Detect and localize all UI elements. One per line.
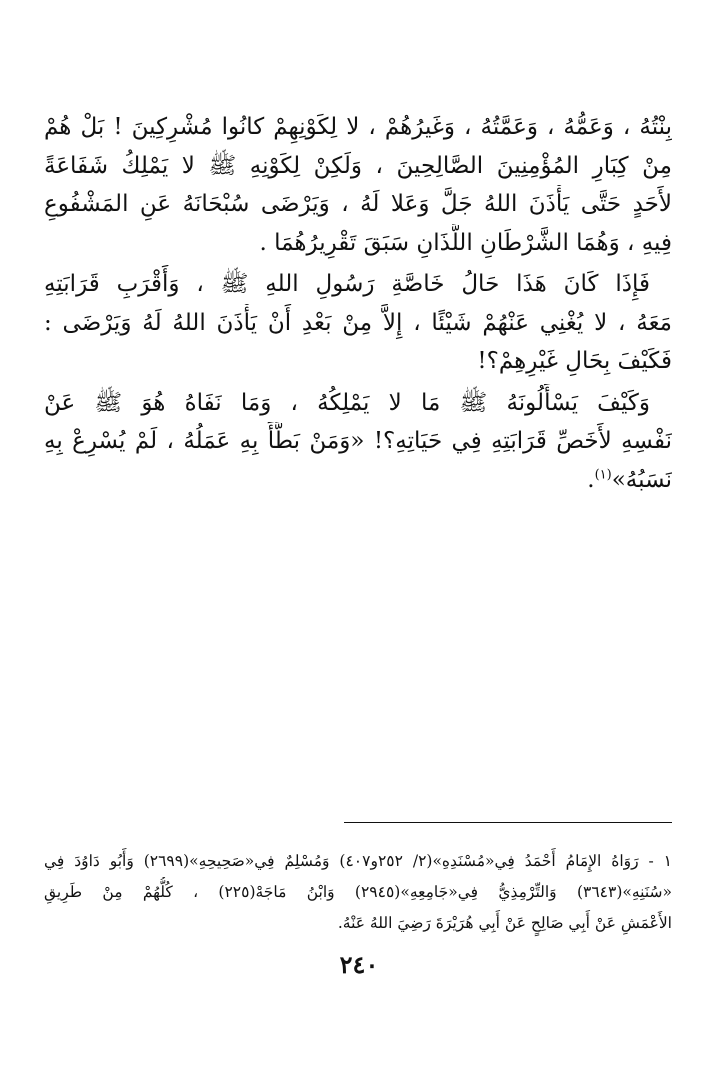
text-line: نَسَبُهُ» — [611, 466, 672, 493]
paragraph-1 — [44, 108, 672, 262]
text-line: فِيهِ ، وَهُمَا الشَّرْطَانِ اللَّذَانِ سَبَقَ تَقْرِيرُهُمَا . — [259, 229, 672, 256]
text-line: فَكَيْفَ بِحَالِ غَيْرِهِمْ؟! — [477, 348, 672, 374]
footnote-reference[interactable]: (١) — [594, 466, 612, 482]
footnote-line: الأَعْمَشِ عَنْ أَبِي صَالِحٍ عَنْ أَبِي هُرَيْرَةَ رَضِيَ اللهُ عَنْهُ. — [337, 914, 672, 932]
main-text — [44, 108, 672, 499]
footnote-line: «سُنَنِهِ»(٣٦٤٣) وَالتِّرْمِذِيُّ فِي«جَامِعِهِ»(٢٩٤٥) وَابْنُ مَاجَهْ(٢٢٥) ، كُلُّهُمْ مِنْ طَرِيقِ — [44, 883, 672, 901]
text-line-with-reference: نَسَبُهُ»$^{(١)}$. — [587, 466, 672, 493]
text-line: نَفْسِهِ لأَخَصِّ قَرَابَتِهِ فِي حَيَاتِهِ؟! «وَمَنْ بَطَّأَ بِهِ عَمَلُهُ ، لَمْ يُسْرِعْ بِهِ — [44, 428, 672, 454]
footnote — [44, 846, 672, 939]
text-line: فَإِذَا كَانَ هَذَا حَالُ خَاصَّةِ رَسُولِ اللهِ ﷺ ، وَأَقْرَبِ قَرَابَتِهِ — [44, 271, 650, 297]
paragraph-3 — [44, 384, 672, 500]
text-line: مَعَهُ ، لا يُغْنِي عَنْهُمْ شَيْئًا ، إِلاَّ مِنْ بَعْدِ أَنْ يَأْذَنَ اللهُ لَهُ وَيَرْضَى : — [44, 309, 672, 336]
text-line: وَكَيْفَ يَسْأَلُونَهُ ﷺ مَا لا يَمْلِكُهُ ، وَمَا نَفَاهُ هُوَ ﷺ عَنْ — [44, 389, 650, 416]
paragraph-2 — [44, 265, 672, 381]
page-number: ٢٤٠ — [339, 950, 379, 979]
footnote-line: ١ - رَوَاهُ الإِمَامُ أَحْمَدُ فِي«مُسْنَدِهِ»(٢/ ٢٥٢و٤٠٧) وَمُسْلِمٌ فِي«صَحِيحِهِ»(٢٦٩٩) وَأَبُو دَاوُدَ فِي — [44, 852, 672, 870]
footnote-divider — [344, 822, 672, 823]
text-line: بِنْتُهُ ، وَعَمُّهُ ، وَعَمَّتُهُ ، وَغَيرُهُمْ ، لا لِكَوْنِهِمْ كانُوا مُشْرِكِينَ ! بَلْ هُمْ — [44, 114, 672, 140]
text-line: لأَحَدٍ حَتَّى يَأْذَنَ اللهُ جَلَّ وَعَلا لَهُ ، وَيَرْضَى سُبْحَانَهُ عَنِ المَشْفُوعِ — [44, 191, 672, 217]
text-line: مِنْ كِبَارِ المُؤْمِنِينَ الصَّالِحِينَ ، وَلَكِنْ لِكَوْنِهِ ﷺ لا يَمْلِكُ شَفَاعَةً — [44, 152, 672, 179]
